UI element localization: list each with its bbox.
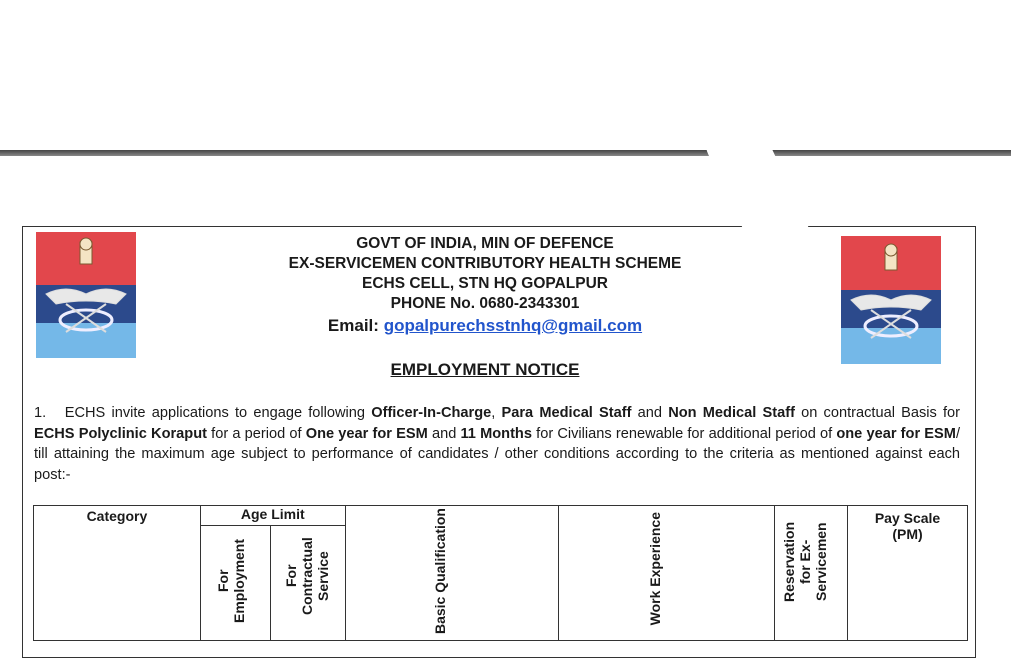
col-pay-scale xyxy=(848,506,968,641)
col-reservation xyxy=(775,506,848,641)
col-category xyxy=(34,506,201,641)
header-line-ministry: GOVT OF INDIA, MIN OF DEFENCE xyxy=(356,235,614,252)
para-text: on contractual Basis for xyxy=(794,405,961,421)
col-reservation-label: Reservation for Ex-Servicemen xyxy=(781,521,830,603)
ashoka-emblem-icon xyxy=(841,236,941,364)
scan-edge-line xyxy=(0,150,1011,156)
esm-period: One year for ESM xyxy=(305,425,428,442)
post-officer-in-charge: Officer-In-Charge xyxy=(371,405,492,421)
civilian-period: 11 Months xyxy=(460,425,532,442)
notice-title: EMPLOYMENT NOTICE xyxy=(390,360,580,379)
ashoka-emblem-icon xyxy=(36,232,136,358)
para-text: , xyxy=(491,405,502,421)
posts-table xyxy=(33,505,968,641)
para-text: and xyxy=(427,425,461,442)
col-category-label: Category xyxy=(86,508,148,524)
col-for-employment-label: For Employment xyxy=(215,539,248,624)
notice-paragraph xyxy=(34,403,960,485)
col-age-limit xyxy=(200,506,345,526)
header-email-line xyxy=(240,314,730,338)
header-line-scheme: EX-SERVICEMEN CONTRIBUTORY HEALTH SCHEME xyxy=(288,255,682,272)
col-age-limit-label: Age Limit xyxy=(240,506,305,522)
header-line-phone: PHONE No. 0680-2343301 xyxy=(390,295,580,312)
para-text: for a period of xyxy=(206,425,306,442)
post-para-medical: Para Medical Staff xyxy=(501,405,632,421)
col-work-experience xyxy=(559,506,775,641)
para-text: / till attaining the maximum age subject to performance of candidates / other conditions according to the criteria as mentioned against each post:- xyxy=(34,425,960,483)
echs-emblem-left xyxy=(36,232,136,358)
email-label: Email: xyxy=(327,316,379,335)
col-work-experience-label: Work Experience xyxy=(646,512,663,626)
col-basic-qualification xyxy=(345,506,559,641)
letterhead xyxy=(240,234,730,338)
col-pay-scale-label: Pay Scale (PM) xyxy=(874,510,941,542)
echs-emblem-right xyxy=(841,236,941,364)
post-non-medical: Non Medical Staff xyxy=(668,405,795,421)
para-text: and xyxy=(631,405,669,421)
para-text: ECHS invite applications to engage following xyxy=(64,405,372,421)
col-basic-qualification-label: Basic Qualification xyxy=(432,508,449,635)
para-number: 1. xyxy=(34,405,47,421)
email-link[interactable]: gopalpurechsstnhq@gmail.com xyxy=(383,316,643,335)
renewal-period: one year for ESM xyxy=(836,425,956,442)
polyclinic-name: ECHS Polyclinic Koraput xyxy=(34,425,207,442)
header-line-cell: ECHS CELL, STN HQ GOPALPUR xyxy=(361,275,608,292)
col-for-employment xyxy=(200,526,270,641)
col-for-contractual xyxy=(270,526,345,641)
col-for-contractual-label: For Contractual Service xyxy=(282,537,331,615)
para-text: for Civilians renewable for additional period of xyxy=(531,425,837,442)
